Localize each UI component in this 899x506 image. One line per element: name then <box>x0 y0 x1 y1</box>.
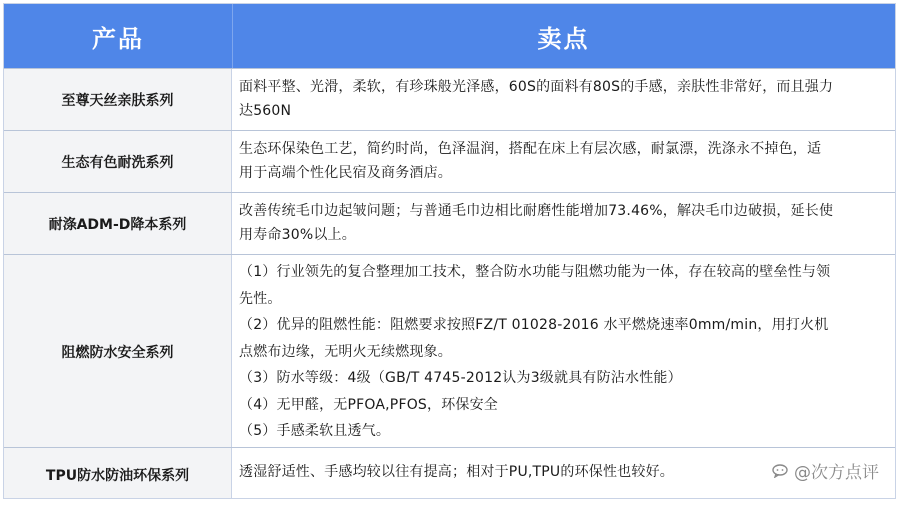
product-name: 耐涤ADM-D降本系列 <box>4 193 232 255</box>
selling-point-text <box>232 255 895 448</box>
text-line: （3）防水等级：4级（GB/T 4745-2012认为3级就具有防沾水性能） <box>239 370 682 386</box>
text-line: 用寿命30%以上。 <box>239 227 356 243</box>
product-name: 阻燃防水安全系列 <box>4 255 232 448</box>
header-selling-point: 卖点 <box>537 24 590 53</box>
selling-point-text <box>232 131 895 193</box>
table-row <box>4 192 895 255</box>
text-line: 点燃布边缘，无明火无续燃现象。 <box>239 343 452 360</box>
table-row <box>4 254 895 448</box>
product-name: TPU防水防油环保系列 <box>4 448 232 499</box>
text-line: 生态环保染色工艺，简约时尚，色泽温润，搭配在床上有层次感，耐氯漂，洗涤永不掉色，适 <box>239 141 822 157</box>
text-line: 改善传统毛巾边起皱问题；与普通毛巾边相比耐磨性能增加73.46%，解决毛巾边破损，延长使 <box>239 203 834 219</box>
text-line: （5）手感柔软且透气。 <box>239 423 391 439</box>
header-product: 产品 <box>92 24 144 53</box>
table-row <box>4 447 895 499</box>
text-line: 先性。 <box>239 290 282 307</box>
selling-point-text <box>232 193 895 255</box>
chat-bubble-icon <box>772 464 790 478</box>
selling-points-table <box>3 3 896 499</box>
text-line: （4）无甲醛，无PFOA,PFOS，环保安全 <box>239 396 499 413</box>
text-line: （1）行业领先的复合整理加工技术，整合防水功能与阻燃功能为一体，存在较高的壁垒性与领 <box>239 264 831 280</box>
text-line: 达560N <box>239 103 292 119</box>
table-header <box>4 4 895 68</box>
text-line: 透湿舒适性、手感均较以往有提高；相对于PU,TPU的环保性也较好。 <box>239 464 674 480</box>
selling-point-text <box>232 69 895 131</box>
text-line: 用于高端个性化民宿及商务酒店。 <box>239 165 452 181</box>
product-name: 至尊天丝亲肤系列 <box>4 69 232 131</box>
product-name: 生态有色耐洗系列 <box>4 131 232 193</box>
text-line: 面料平整、光滑，柔软，有珍珠般光泽感，60S的面料有80S的手感，亲肤性非常好，而且强力 <box>239 79 834 95</box>
text-line: （2）优异的阻燃性能：阻燃要求按照FZ/T 01028-2016 水平燃烧速率0mm/min，用打火机 <box>239 317 829 333</box>
watermark <box>772 458 879 483</box>
watermark-text: @次方点评 <box>794 463 879 483</box>
table-row <box>4 68 895 131</box>
table-row <box>4 130 895 193</box>
